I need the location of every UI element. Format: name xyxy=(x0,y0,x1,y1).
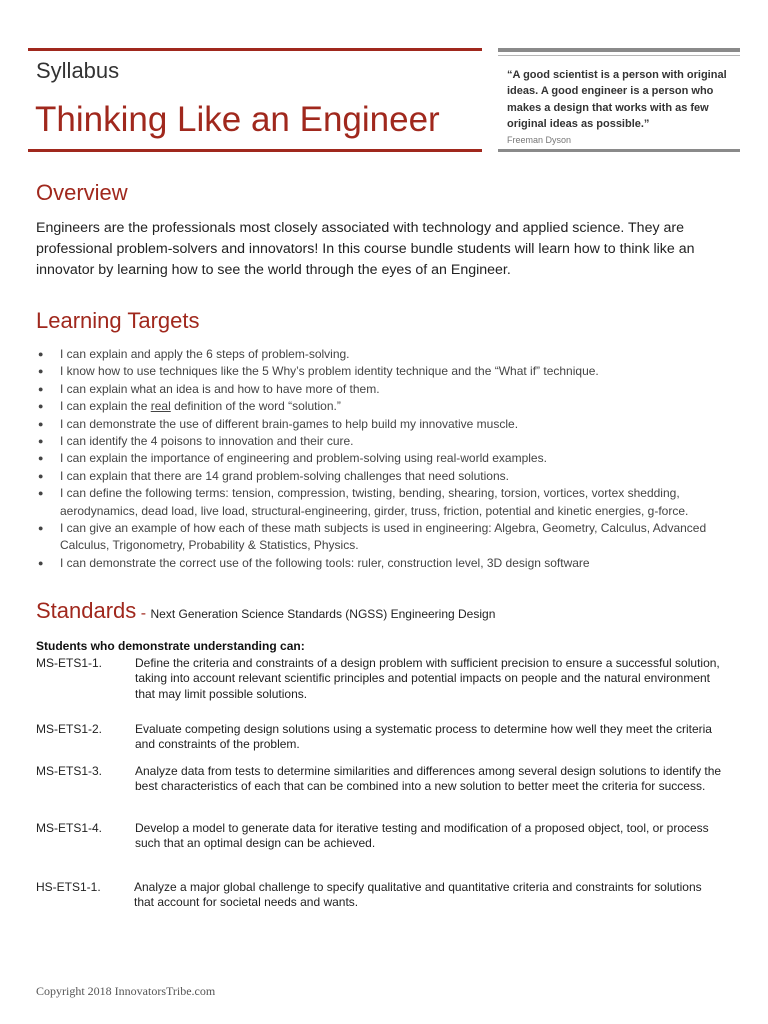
standard-text: Analyze a major global challenge to specify qualitative and quantitative criteria and constraints for solutions that account for societal needs and wants. xyxy=(134,880,702,910)
standard-code: MS-ETS1-2. xyxy=(36,722,103,736)
list-item: ● I can demonstrate the correct use of the following tools: ruler, construction level, 3D design software xyxy=(36,555,756,572)
list-item: ● I can give an example of how each of these math subjects is used in engineering: Algebra, Geometry, Calculus, Advanced Calculus, Trigonometry, Probability & Statistics, Physics. xyxy=(38,521,707,553)
list-item: ● I can explain the real definition of the word “solution.” xyxy=(36,398,756,415)
list-item: ● I can explain the importance of engineering and problem-solving using real-world examples. xyxy=(36,450,756,467)
standard-text: Evaluate competing design solutions using a systematic process to determine how well they meet the criteria and constraints of the problem. xyxy=(135,722,712,752)
overview-body: Engineers are the professionals most closely associated with technology and applied science. They are professional problem-solvers and innovators! In this course bundle students will learn how to think like an innovator by learning how to see the world through the eyes of an Engineer. xyxy=(36,220,695,278)
standard-code: HS-ETS1-1. xyxy=(36,880,101,894)
standard-text: Define the criteria and constraints of a design problem with sufficient precision to ensure a successful solution, taking into account relevant scientific principles and potential impacts on people and the natural environment that may limit possible solutions. xyxy=(135,656,720,701)
header-top-rule xyxy=(28,48,482,51)
bullet-icon: ● xyxy=(38,383,44,394)
copyright: Copyright 2018 InnovatorsTribe.com xyxy=(36,984,216,998)
standard-text: Analyze data from tests to determine similarities and differences among several design solutions to identify the best characteristics of each that can be combined into a new solution to better meet the criteria for success. xyxy=(135,764,722,794)
standard-code: MS-ETS1-3. xyxy=(36,764,103,778)
list-item: ● I can explain what an idea is and how to have more of them. xyxy=(36,381,756,398)
standards-title: Standards xyxy=(36,598,137,623)
list-item: ● I can demonstrate the use of different brain-games to help build my innovative muscle. xyxy=(36,416,756,433)
bullet-icon: ● xyxy=(38,488,44,499)
quote-top-thin-rule xyxy=(498,55,740,56)
standard-text: Develop a model to generate data for iterative testing and modification of a proposed object, tool, or process such that an optimal design can be achieved. xyxy=(135,821,709,851)
students-label: Students who demonstrate understanding can: xyxy=(36,639,305,653)
standards-heading xyxy=(36,598,495,624)
standards-subtitle: Next Generation Science Standards (NGSS) Engineering Design xyxy=(150,607,496,621)
standards-dash: - xyxy=(136,605,151,622)
standard-code: MS-ETS1-4. xyxy=(36,821,103,835)
list-item: ● I can explain that there are 14 grand problem-solving challenges that need solutions. xyxy=(36,468,756,485)
bullet-icon: ● xyxy=(38,349,44,359)
bullet-icon: ● xyxy=(38,470,44,481)
quote-text: “A good scientist is a person with original ideas. A good engineer is a person who makes a design that works with as few original ideas as possible.” xyxy=(507,69,727,131)
quote-author: Freeman Dyson xyxy=(507,135,572,145)
list-item: ● I can define the following terms: tension, compression, twisting, bending, shearing, torsion, vortices, vortex shedding, aerodynamics, dead load, live load, structural-engineering, girder, truss, friction, potential and kinetic energies, g-force. xyxy=(38,486,689,518)
emphasis-real: real xyxy=(150,399,171,414)
document-kicker: Syllabus xyxy=(36,58,120,83)
list-item: ● I know how to use techniques like the 5 Why’s problem identity technique and the “What if” technique. xyxy=(36,363,756,380)
bullet-icon: ● xyxy=(38,453,44,464)
bullet-icon: ● xyxy=(38,418,44,429)
document-title: Thinking Like an Engineer xyxy=(35,100,440,139)
bullet-icon: ● xyxy=(38,436,44,447)
bullet-icon: ● xyxy=(38,401,44,412)
bullet-icon: ● xyxy=(38,523,44,534)
bullet-icon: ● xyxy=(38,557,44,568)
list-item: ● I can identify the 4 poisons to innovation and their cure. xyxy=(36,433,756,450)
learning-targets-heading: Learning Targets xyxy=(36,308,200,333)
overview-heading: Overview xyxy=(36,180,128,205)
standard-code: MS-ETS1-1. xyxy=(36,656,103,670)
quote-top-rule xyxy=(498,48,740,52)
bullet-icon: ● xyxy=(38,366,44,377)
header-bottom-rule xyxy=(28,149,482,152)
list-item: ● I can explain and apply the 6 steps of problem-solving. xyxy=(36,346,756,363)
learning-targets-list xyxy=(36,346,756,572)
quote-bottom-rule xyxy=(498,149,740,152)
